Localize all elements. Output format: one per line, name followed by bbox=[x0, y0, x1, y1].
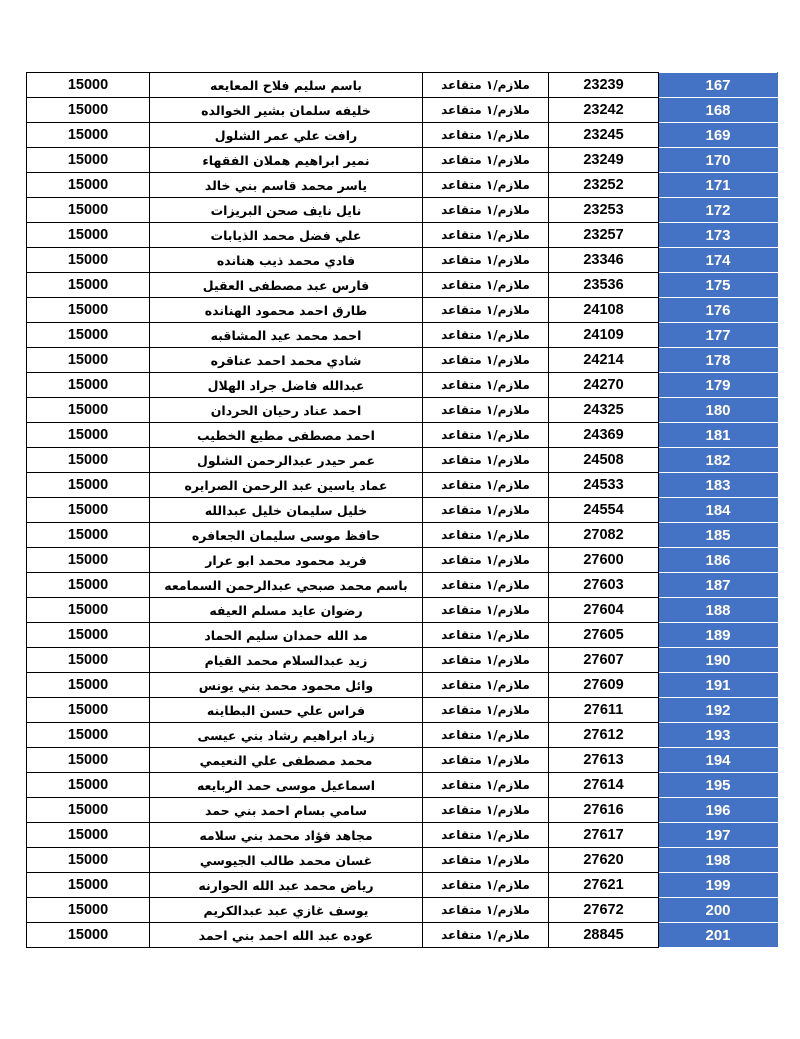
sequence-cell: 201 bbox=[659, 923, 778, 948]
name-cell: طارق احمد محمود الهنانده bbox=[150, 298, 423, 323]
amount-cell: 15000 bbox=[27, 273, 150, 298]
table-row bbox=[27, 748, 778, 773]
military-number-cell: 23253 bbox=[549, 198, 659, 223]
rank-cell: ملازم/١ متقاعد bbox=[423, 898, 549, 923]
sequence-cell: 193 bbox=[659, 723, 778, 748]
military-number-cell: 24369 bbox=[549, 423, 659, 448]
military-number-cell: 27620 bbox=[549, 848, 659, 873]
rank-cell: ملازم/١ متقاعد bbox=[423, 473, 549, 498]
name-cell: خليل سليمان خليل عبدالله bbox=[150, 498, 423, 523]
table-row bbox=[27, 598, 778, 623]
table-row bbox=[27, 648, 778, 673]
table-row bbox=[27, 323, 778, 348]
amount-cell: 15000 bbox=[27, 598, 150, 623]
table-row bbox=[27, 198, 778, 223]
table-row bbox=[27, 873, 778, 898]
amount-cell: 15000 bbox=[27, 348, 150, 373]
table-row bbox=[27, 523, 778, 548]
name-cell: يوسف غازي عبد عبدالكريم bbox=[150, 898, 423, 923]
rank-cell: ملازم/١ متقاعد bbox=[423, 673, 549, 698]
rank-cell: ملازم/١ متقاعد bbox=[423, 173, 549, 198]
amount-cell: 15000 bbox=[27, 548, 150, 573]
sequence-cell: 197 bbox=[659, 823, 778, 848]
amount-cell: 15000 bbox=[27, 823, 150, 848]
name-cell: علي فضل محمد الذيابات bbox=[150, 223, 423, 248]
retirees-table bbox=[26, 72, 778, 948]
rank-cell: ملازم/١ متقاعد bbox=[423, 748, 549, 773]
rank-cell: ملازم/١ متقاعد bbox=[423, 298, 549, 323]
rank-cell: ملازم/١ متقاعد bbox=[423, 223, 549, 248]
table-row bbox=[27, 473, 778, 498]
amount-cell: 15000 bbox=[27, 848, 150, 873]
table-row bbox=[27, 823, 778, 848]
name-cell: فريد محمود محمد ابو عرار bbox=[150, 548, 423, 573]
amount-cell: 15000 bbox=[27, 123, 150, 148]
table-row bbox=[27, 223, 778, 248]
table-body bbox=[27, 73, 778, 948]
military-number-cell: 27600 bbox=[549, 548, 659, 573]
military-number-cell: 24214 bbox=[549, 348, 659, 373]
name-cell: سامي بسام احمد بني حمد bbox=[150, 798, 423, 823]
sequence-cell: 195 bbox=[659, 773, 778, 798]
military-number-cell: 24554 bbox=[549, 498, 659, 523]
name-cell: غسان محمد طالب الجيوسي bbox=[150, 848, 423, 873]
amount-cell: 15000 bbox=[27, 523, 150, 548]
table-row bbox=[27, 123, 778, 148]
rank-cell: ملازم/١ متقاعد bbox=[423, 623, 549, 648]
amount-cell: 15000 bbox=[27, 73, 150, 98]
rank-cell: ملازم/١ متقاعد bbox=[423, 248, 549, 273]
sequence-cell: 196 bbox=[659, 798, 778, 823]
name-cell: محمد مصطفى علي النعيمي bbox=[150, 748, 423, 773]
rank-cell: ملازم/١ متقاعد bbox=[423, 823, 549, 848]
amount-cell: 15000 bbox=[27, 298, 150, 323]
table-row bbox=[27, 548, 778, 573]
rank-cell: ملازم/١ متقاعد bbox=[423, 423, 549, 448]
amount-cell: 15000 bbox=[27, 498, 150, 523]
table-row bbox=[27, 98, 778, 123]
table-row bbox=[27, 398, 778, 423]
amount-cell: 15000 bbox=[27, 748, 150, 773]
table-row bbox=[27, 498, 778, 523]
amount-cell: 15000 bbox=[27, 223, 150, 248]
amount-cell: 15000 bbox=[27, 473, 150, 498]
military-number-cell: 27616 bbox=[549, 798, 659, 823]
name-cell: باسم سليم فلاح المعايعه bbox=[150, 73, 423, 98]
rank-cell: ملازم/١ متقاعد bbox=[423, 73, 549, 98]
table-row bbox=[27, 923, 778, 948]
military-number-cell: 27607 bbox=[549, 648, 659, 673]
name-cell: رياض محمد عبد الله الحوارنه bbox=[150, 873, 423, 898]
amount-cell: 15000 bbox=[27, 648, 150, 673]
military-number-cell: 23252 bbox=[549, 173, 659, 198]
amount-cell: 15000 bbox=[27, 673, 150, 698]
sequence-cell: 199 bbox=[659, 873, 778, 898]
table-row bbox=[27, 573, 778, 598]
amount-cell: 15000 bbox=[27, 198, 150, 223]
military-number-cell: 23346 bbox=[549, 248, 659, 273]
sequence-cell: 198 bbox=[659, 848, 778, 873]
military-number-cell: 27605 bbox=[549, 623, 659, 648]
rank-cell: ملازم/١ متقاعد bbox=[423, 773, 549, 798]
table-row bbox=[27, 373, 778, 398]
sequence-cell: 180 bbox=[659, 398, 778, 423]
military-number-cell: 23239 bbox=[549, 73, 659, 98]
military-number-cell: 27612 bbox=[549, 723, 659, 748]
name-cell: احمد محمد عيد المشاقبه bbox=[150, 323, 423, 348]
table-row bbox=[27, 848, 778, 873]
table-row bbox=[27, 773, 778, 798]
sequence-cell: 187 bbox=[659, 573, 778, 598]
amount-cell: 15000 bbox=[27, 323, 150, 348]
rank-cell: ملازم/١ متقاعد bbox=[423, 123, 549, 148]
military-number-cell: 27611 bbox=[549, 698, 659, 723]
amount-cell: 15000 bbox=[27, 373, 150, 398]
name-cell: حافظ موسى سليمان الجعافره bbox=[150, 523, 423, 548]
table-row bbox=[27, 248, 778, 273]
military-number-cell: 24109 bbox=[549, 323, 659, 348]
sequence-cell: 189 bbox=[659, 623, 778, 648]
amount-cell: 15000 bbox=[27, 873, 150, 898]
table-row bbox=[27, 898, 778, 923]
name-cell: خليفه سلمان بشير الخوالده bbox=[150, 98, 423, 123]
amount-cell: 15000 bbox=[27, 723, 150, 748]
military-number-cell: 23536 bbox=[549, 273, 659, 298]
sequence-cell: 167 bbox=[659, 73, 778, 98]
name-cell: عماد ياسين عبد الرحمن الصرايره bbox=[150, 473, 423, 498]
table-row bbox=[27, 698, 778, 723]
sequence-cell: 183 bbox=[659, 473, 778, 498]
military-number-cell: 23242 bbox=[549, 98, 659, 123]
table-row bbox=[27, 673, 778, 698]
military-number-cell: 27604 bbox=[549, 598, 659, 623]
amount-cell: 15000 bbox=[27, 423, 150, 448]
military-number-cell: 24508 bbox=[549, 448, 659, 473]
rank-cell: ملازم/١ متقاعد bbox=[423, 798, 549, 823]
amount-cell: 15000 bbox=[27, 698, 150, 723]
rank-cell: ملازم/١ متقاعد bbox=[423, 723, 549, 748]
rank-cell: ملازم/١ متقاعد bbox=[423, 523, 549, 548]
military-number-cell: 27603 bbox=[549, 573, 659, 598]
name-cell: احمد عناد رحيان الحردان bbox=[150, 398, 423, 423]
rank-cell: ملازم/١ متقاعد bbox=[423, 98, 549, 123]
rank-cell: ملازم/١ متقاعد bbox=[423, 148, 549, 173]
rank-cell: ملازم/١ متقاعد bbox=[423, 348, 549, 373]
rank-cell: ملازم/١ متقاعد bbox=[423, 273, 549, 298]
amount-cell: 15000 bbox=[27, 898, 150, 923]
rank-cell: ملازم/١ متقاعد bbox=[423, 398, 549, 423]
rank-cell: ملازم/١ متقاعد bbox=[423, 448, 549, 473]
name-cell: عمر حيدر عبدالرحمن الشلول bbox=[150, 448, 423, 473]
rank-cell: ملازم/١ متقاعد bbox=[423, 573, 549, 598]
name-cell: ياسر محمد قاسم بني خالد bbox=[150, 173, 423, 198]
table-row bbox=[27, 723, 778, 748]
table-row bbox=[27, 148, 778, 173]
table-row bbox=[27, 423, 778, 448]
name-cell: عبدالله فاضل جراد الهلال bbox=[150, 373, 423, 398]
sequence-cell: 186 bbox=[659, 548, 778, 573]
military-number-cell: 27617 bbox=[549, 823, 659, 848]
military-number-cell: 24108 bbox=[549, 298, 659, 323]
rank-cell: ملازم/١ متقاعد bbox=[423, 548, 549, 573]
name-cell: احمد مصطفى مطيع الخطيب bbox=[150, 423, 423, 448]
rank-cell: ملازم/١ متقاعد bbox=[423, 323, 549, 348]
name-cell: مجاهد فؤاد محمد بني سلامه bbox=[150, 823, 423, 848]
amount-cell: 15000 bbox=[27, 248, 150, 273]
sequence-cell: 182 bbox=[659, 448, 778, 473]
rank-cell: ملازم/١ متقاعد bbox=[423, 873, 549, 898]
military-number-cell: 24270 bbox=[549, 373, 659, 398]
amount-cell: 15000 bbox=[27, 398, 150, 423]
rank-cell: ملازم/١ متقاعد bbox=[423, 373, 549, 398]
amount-cell: 15000 bbox=[27, 173, 150, 198]
military-number-cell: 23245 bbox=[549, 123, 659, 148]
name-cell: وائل محمود محمد بني يونس bbox=[150, 673, 423, 698]
sequence-cell: 177 bbox=[659, 323, 778, 348]
military-number-cell: 24533 bbox=[549, 473, 659, 498]
amount-cell: 15000 bbox=[27, 623, 150, 648]
rank-cell: ملازم/١ متقاعد bbox=[423, 648, 549, 673]
name-cell: مد الله حمدان سليم الحماد bbox=[150, 623, 423, 648]
rank-cell: ملازم/١ متقاعد bbox=[423, 848, 549, 873]
amount-cell: 15000 bbox=[27, 98, 150, 123]
sequence-cell: 200 bbox=[659, 898, 778, 923]
name-cell: فادي محمد ذيب هنانده bbox=[150, 248, 423, 273]
rank-cell: ملازم/١ متقاعد bbox=[423, 923, 549, 948]
sequence-cell: 176 bbox=[659, 298, 778, 323]
sequence-cell: 168 bbox=[659, 98, 778, 123]
military-number-cell: 24325 bbox=[549, 398, 659, 423]
sequence-cell: 179 bbox=[659, 373, 778, 398]
name-cell: اسماعيل موسى حمد الربايعه bbox=[150, 773, 423, 798]
name-cell: نمير ابراهيم هملان الفقهاء bbox=[150, 148, 423, 173]
name-cell: باسم محمد صبحي عبدالرحمن السمامعه bbox=[150, 573, 423, 598]
name-cell: رافت علي عمر الشلول bbox=[150, 123, 423, 148]
name-cell: عوده عبد الله احمد بني احمد bbox=[150, 923, 423, 948]
name-cell: زياد ابراهيم رشاد بني عيسى bbox=[150, 723, 423, 748]
sequence-cell: 181 bbox=[659, 423, 778, 448]
amount-cell: 15000 bbox=[27, 148, 150, 173]
table-row bbox=[27, 298, 778, 323]
military-number-cell: 27082 bbox=[549, 523, 659, 548]
sequence-cell: 191 bbox=[659, 673, 778, 698]
rank-cell: ملازم/١ متقاعد bbox=[423, 598, 549, 623]
sequence-cell: 185 bbox=[659, 523, 778, 548]
sequence-cell: 192 bbox=[659, 698, 778, 723]
sequence-cell: 184 bbox=[659, 498, 778, 523]
military-number-cell: 27609 bbox=[549, 673, 659, 698]
sequence-cell: 174 bbox=[659, 248, 778, 273]
sequence-cell: 190 bbox=[659, 648, 778, 673]
table-row bbox=[27, 798, 778, 823]
amount-cell: 15000 bbox=[27, 448, 150, 473]
sequence-cell: 178 bbox=[659, 348, 778, 373]
name-cell: زيد عبدالسلام محمد القيام bbox=[150, 648, 423, 673]
sequence-cell: 175 bbox=[659, 273, 778, 298]
rank-cell: ملازم/١ متقاعد bbox=[423, 198, 549, 223]
sequence-cell: 194 bbox=[659, 748, 778, 773]
sequence-cell: 170 bbox=[659, 148, 778, 173]
amount-cell: 15000 bbox=[27, 773, 150, 798]
sequence-cell: 169 bbox=[659, 123, 778, 148]
name-cell: نايل نايف صحن البريزات bbox=[150, 198, 423, 223]
table-row bbox=[27, 173, 778, 198]
sequence-cell: 171 bbox=[659, 173, 778, 198]
military-number-cell: 27621 bbox=[549, 873, 659, 898]
military-number-cell: 23257 bbox=[549, 223, 659, 248]
table-row bbox=[27, 73, 778, 98]
name-cell: شادي محمد احمد عناقره bbox=[150, 348, 423, 373]
table-row bbox=[27, 448, 778, 473]
military-number-cell: 28845 bbox=[549, 923, 659, 948]
military-number-cell: 27613 bbox=[549, 748, 659, 773]
amount-cell: 15000 bbox=[27, 798, 150, 823]
rank-cell: ملازم/١ متقاعد bbox=[423, 698, 549, 723]
military-number-cell: 27672 bbox=[549, 898, 659, 923]
name-cell: رضوان عايد مسلم العيفه bbox=[150, 598, 423, 623]
sequence-cell: 172 bbox=[659, 198, 778, 223]
table-row bbox=[27, 348, 778, 373]
name-cell: فراس علي حسن البطاينه bbox=[150, 698, 423, 723]
military-number-cell: 23249 bbox=[549, 148, 659, 173]
amount-cell: 15000 bbox=[27, 573, 150, 598]
sequence-cell: 188 bbox=[659, 598, 778, 623]
name-cell: فارس عبد مصطفى العقيل bbox=[150, 273, 423, 298]
military-number-cell: 27614 bbox=[549, 773, 659, 798]
amount-cell: 15000 bbox=[27, 923, 150, 948]
table-row bbox=[27, 273, 778, 298]
sequence-cell: 173 bbox=[659, 223, 778, 248]
table-row bbox=[27, 623, 778, 648]
rank-cell: ملازم/١ متقاعد bbox=[423, 498, 549, 523]
